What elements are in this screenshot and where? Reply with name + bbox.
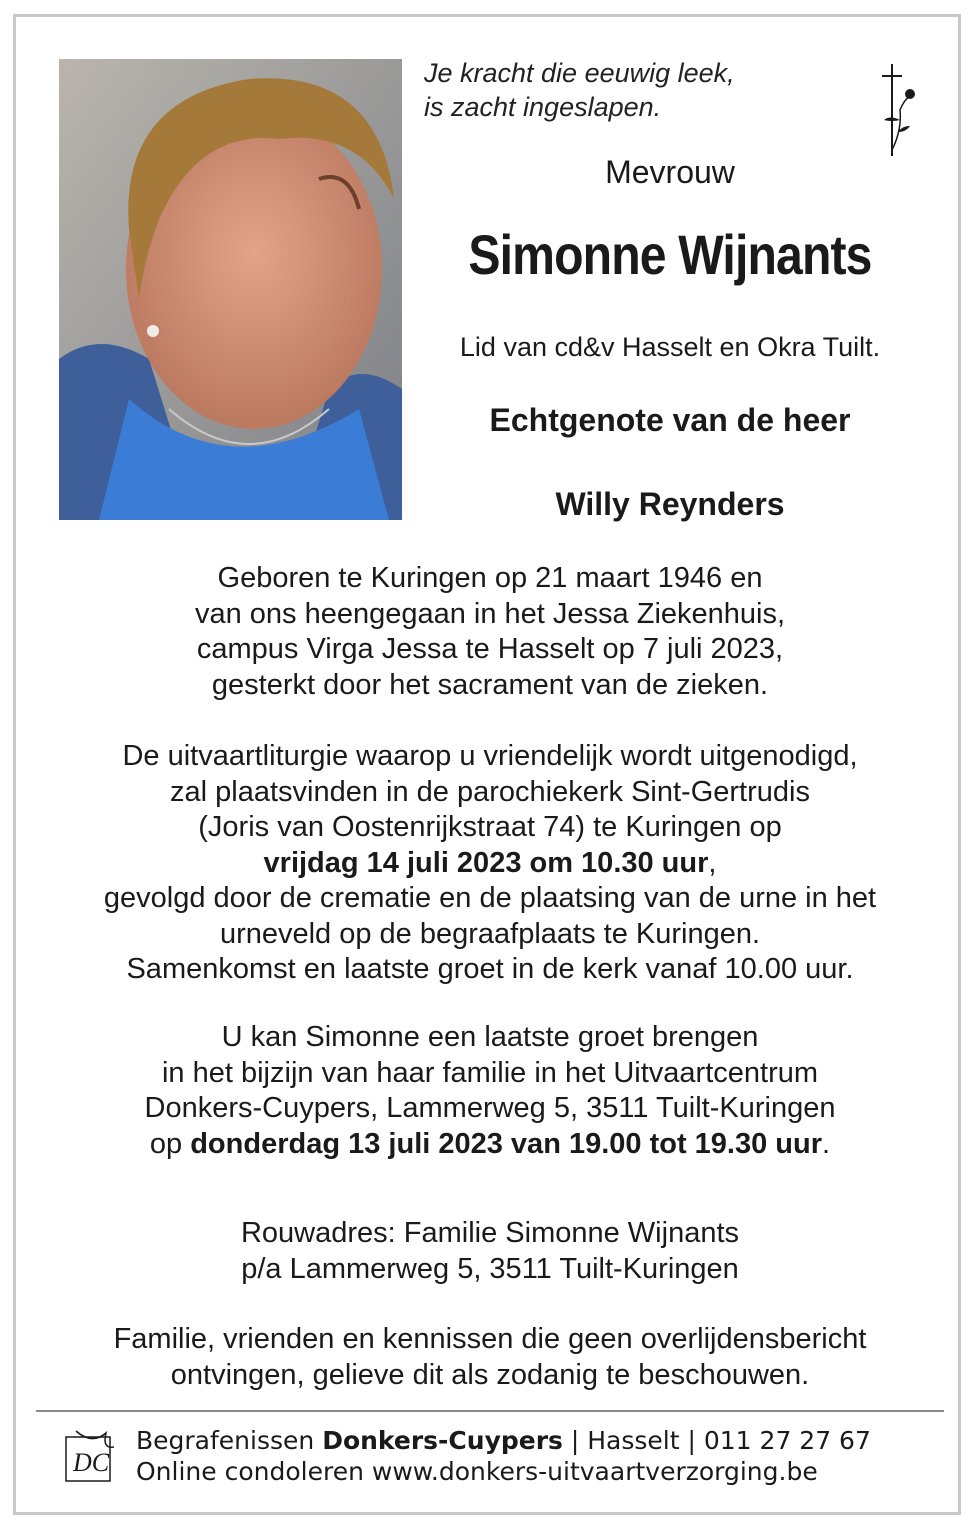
website-link[interactable]: www.donkers-uitvaartverzorging.be xyxy=(371,1457,818,1486)
footer-line-online xyxy=(136,1456,871,1487)
paragraph-line: gevolgd door de crematie en de plaatsing van de urne in het xyxy=(103,882,877,914)
quote xyxy=(424,56,844,124)
company-name: Donkers-Cuypers xyxy=(322,1426,563,1455)
funeral-date-line xyxy=(40,846,940,882)
paragraph-line: urneveld op de begraafplaats te Kuringen. xyxy=(219,917,761,950)
paragraph-line: Familie, vrienden en kennissen die geen overlijdensbericht xyxy=(113,1323,867,1355)
paragraph-line: Geboren te Kuringen op 21 maart 1946 en xyxy=(217,562,763,594)
paragraph-line: campus Virga Jessa te Hasselt op 7 juli 2023, xyxy=(196,633,784,665)
visitation-date-line xyxy=(40,1127,940,1163)
spouse-label: Echtgenote van de heer xyxy=(489,402,851,438)
paragraph-line: Samenkomst en laatste groet in de kerk vanaf 10.00 uur. xyxy=(126,953,854,985)
salutation: Mevrouw xyxy=(605,154,735,190)
family-note xyxy=(40,1322,940,1393)
paragraph-line: zal plaatsvinden in de parochiekerk Sint-Gertrudis xyxy=(170,775,810,808)
visitation-date: donderdag 13 juli 2023 van 19.00 tot 19.30 uur xyxy=(190,1127,823,1160)
online-label: Online condoleren xyxy=(136,1457,372,1486)
visitation-paragraph xyxy=(40,1020,940,1162)
cross-with-rose-icon xyxy=(870,60,922,160)
paragraph-line: in het bijzijn van haar familie in het Uitvaartcentrum xyxy=(161,1056,819,1089)
paragraph-line: van ons heengegaan in het Jessa Ziekenhuis, xyxy=(194,597,786,630)
mourning-address xyxy=(40,1216,940,1287)
footer-location: | Hasselt | xyxy=(562,1426,704,1455)
funeral-paragraph xyxy=(40,739,940,988)
footer-prefix: Begrafenissen xyxy=(136,1426,323,1455)
deceased-name: Simonne Wijnants xyxy=(468,223,872,286)
funeral-home-info xyxy=(136,1425,871,1487)
paragraph-line: De uitvaartliturgie waarop u vriendelijk wordt uitgenodigd, xyxy=(122,740,858,772)
paragraph-line: U kan Simonne een laatste groet brengen xyxy=(221,1021,759,1053)
quote-line: is zacht ingeslapen. xyxy=(424,92,662,122)
logo-text: DC xyxy=(73,1448,110,1477)
footer-divider xyxy=(36,1410,944,1412)
membership-text: Lid van cd&v Hasselt en Okra Tuilt. xyxy=(459,332,881,362)
paragraph-line: gesterkt door het sacrament van de zieken. xyxy=(211,668,769,701)
funeral-home-logo xyxy=(62,1427,118,1485)
paragraph-line: (Joris van Oostenrijkstraat 74) te Kuringen op xyxy=(198,811,782,843)
punctuation: , xyxy=(708,846,717,879)
footer-line-company xyxy=(136,1425,871,1456)
paragraph-line: p/a Lammerweg 5, 3511 Tuilt-Kuringen xyxy=(241,1252,739,1285)
paragraph-line: Donkers-Cuypers, Lammerweg 5, 3511 Tuilt-Kuringen xyxy=(144,1092,836,1124)
paragraph-line: ontvingen, gelieve dit als zodanig te beschouwen. xyxy=(170,1358,810,1391)
phone-number[interactable]: 011 27 27 67 xyxy=(703,1426,871,1455)
funeral-date: vrijdag 14 juli 2023 om 10.30 uur xyxy=(263,846,709,879)
prefix: op xyxy=(149,1127,191,1160)
spouse-name: Willy Reynders xyxy=(555,486,785,522)
quote-line: Je kracht die eeuwig leek, xyxy=(424,58,735,88)
portrait-photo xyxy=(59,59,402,520)
paragraph-line: Rouwadres: Familie Simonne Wijnants xyxy=(240,1217,740,1249)
punctuation: . xyxy=(822,1127,831,1160)
birth-death-paragraph xyxy=(40,561,940,703)
